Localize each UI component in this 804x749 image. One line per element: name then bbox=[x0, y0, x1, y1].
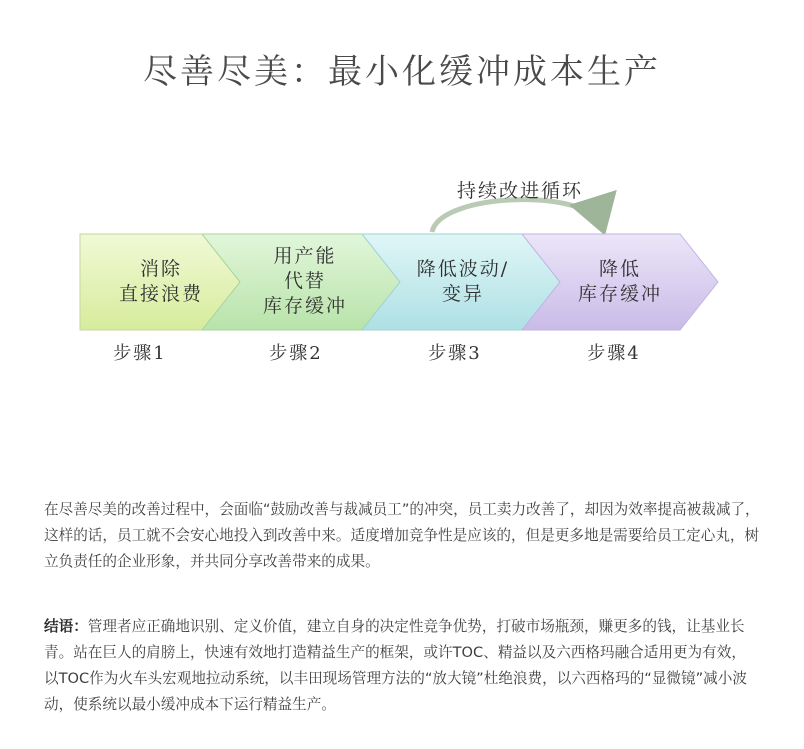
step-1-line-1: 消除 bbox=[139, 258, 182, 280]
step-3-line-1: 降低波动/ bbox=[416, 258, 510, 280]
step-2-line-1: 用产能 bbox=[273, 245, 337, 267]
conclusion-paragraph bbox=[44, 614, 760, 718]
step-1-label: 步骤1 bbox=[113, 343, 167, 364]
body-paragraph: 在尽善尽美的改善过程中，会面临“鼓励改善与裁减员工”的冲突，员工卖力改善了，却因为效率提高被裁减了，这样的话，员工就不会安心地投入到改善中来。适度增加竞争性是应该的，但是更多地是需要给员工定心丸，树立负责任的企业形象，并共同分享改善带来的成果。 bbox=[44, 501, 760, 570]
step-3-text bbox=[388, 257, 538, 307]
step-3-label: 步骤3 bbox=[428, 343, 482, 364]
step-4-line-2: 库存缓冲 bbox=[577, 283, 662, 305]
cycle-label: 持续改进循环 bbox=[456, 180, 583, 202]
conclusion-text: 管理者应正确地识别、定义价值，建立自身的决定性竞争优势，打破市场瓶颈，赚更多的钱，让基业长青。站在巨人的肩膀上，快速有效地打造精益生产的框架，或许TOC、精益以及六西格玛融合适用更为有效，以TOC作为火车头宏观地拉动系统，以丰田现场管理方法的“放大镜”杜绝浪费，以六西格玛的“显微镜”减小波动，使系统以最小缓冲成本下运行精益生产。 bbox=[44, 618, 747, 713]
conclusion-heading: 结语： bbox=[44, 618, 88, 635]
step-3-line-2: 变异 bbox=[441, 283, 484, 305]
step-2-line-3: 库存缓冲 bbox=[262, 295, 347, 317]
step-4-text bbox=[545, 257, 695, 307]
cycle-arc bbox=[432, 200, 602, 232]
step-2-text bbox=[230, 244, 380, 319]
step-1-line-2: 直接浪费 bbox=[118, 283, 203, 305]
step-1-text bbox=[86, 257, 236, 307]
step-2-line-2: 代替 bbox=[283, 270, 326, 292]
step-2-label: 步骤2 bbox=[269, 343, 323, 364]
step-4-line-1: 降低 bbox=[598, 258, 641, 280]
diagram-title: 尽善尽美：最小化缓冲成本生产 bbox=[143, 52, 661, 92]
step-4-label: 步骤4 bbox=[587, 343, 641, 364]
